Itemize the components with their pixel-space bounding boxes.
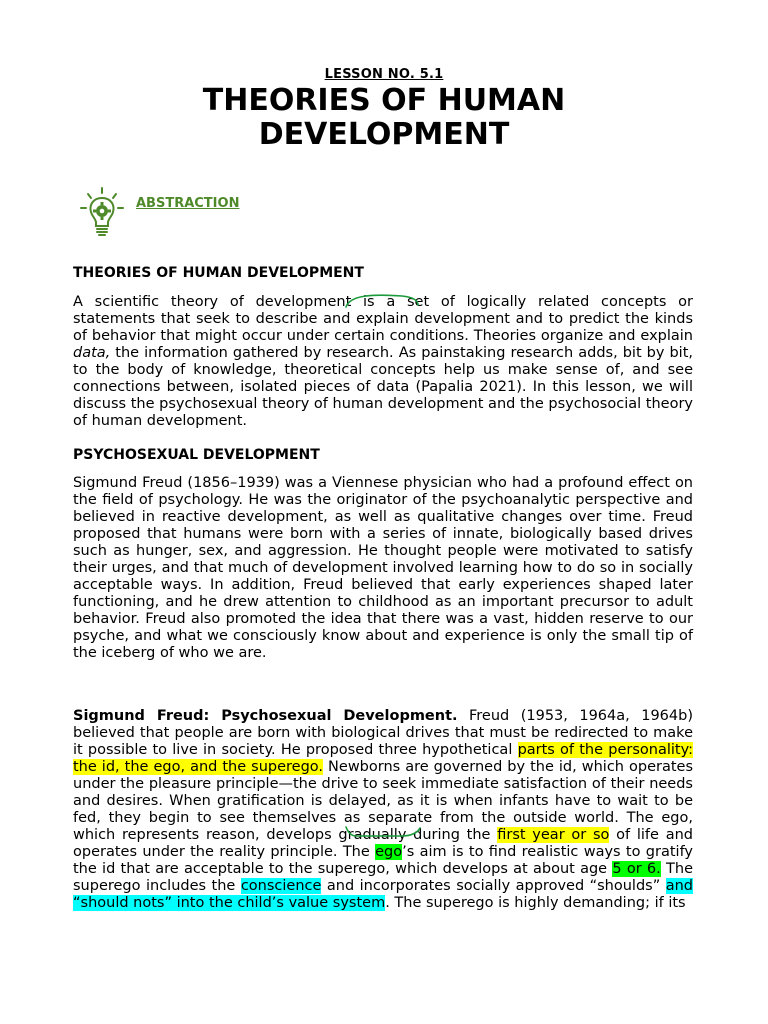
highlight-ego: ego bbox=[375, 844, 403, 860]
section-heading-theories: THEORIES OF HUMAN DEVELOPMENT bbox=[73, 265, 364, 281]
paragraph-text: ’s aim is to find realistic ways to gratify the id that are acceptable to the superego, which develops at about age bbox=[73, 844, 693, 877]
emphasis-data: data, bbox=[73, 345, 111, 361]
paragraph-lead: Sigmund Freud: Psychosexual Development. bbox=[73, 708, 458, 724]
paragraph-text: and incorporates socially approved “shoulds” bbox=[321, 878, 666, 894]
page-title bbox=[0, 84, 768, 152]
paragraph-text: the information gathered by research. As painstaking research adds, bit by bit, to the body of knowledge, theoretical concepts help us make sense of, and see connections between, isolated pieces of data (Papalia 2021). In this lesson, we will discuss the psychosexual theory of human development and the psychosocial theory of human development. bbox=[73, 345, 693, 429]
paragraph-text: The superego includes the bbox=[73, 861, 693, 894]
highlight-first-year: first year or so bbox=[497, 827, 610, 843]
page-title-line-1: THEORIES OF HUMAN bbox=[202, 83, 566, 118]
section-heading-psychosexual: PSYCHOSEXUAL DEVELOPMENT bbox=[73, 447, 320, 463]
highlight-conscience: conscience bbox=[240, 878, 322, 894]
highlight-age: 5 or 6. bbox=[612, 861, 661, 877]
highlight-should-nots: and “should nots” into the child’s value system bbox=[73, 878, 693, 911]
paragraph-freud-psychosexual bbox=[73, 708, 693, 912]
paragraph-text: A scientific theory of development is a set of logically related concepts or statements that seek to describe and explain development and to predict the kinds of behavior that might occur under certain conditions. Theories organize and explain bbox=[73, 294, 693, 344]
paragraph-freud-bio: Sigmund Freud (1856–1939) was a Viennese physician who had a profound effect on the field of psychology. He was the originator of the psychoanalytic perspective and believed in reactive development, as well as qualitative changes over time. Freud proposed that humans were born with a series of innate, biologically based drives such as hunger, sex, and aggression. He thought people were motivated to satisfy their urges, and that much of development involved learning how to do so in socially acceptable ways. In addition, Freud believed that early experiences shaped later functioning, and he drew attention to childhood as an important precursor to adult behavior. Freud also promoted the idea that there was a vast, hidden reserve to our psyche, and what we consciously know about and experience is only the small tip of the iceberg of who we are. bbox=[73, 475, 693, 661]
page-title-line-2: DEVELOPMENT bbox=[258, 117, 510, 152]
paragraph-text: of life and operates under the reality principle. The bbox=[73, 827, 693, 860]
highlight-parts-of-personality: parts of the personality: the id, the ego, and the superego. bbox=[73, 742, 693, 775]
lesson-number: LESSON NO. 5.1 bbox=[324, 67, 444, 82]
paragraph-text: Freud (1953, 1964a, 1964b) believed that people are born with biological drives that must be redirected to make it possible to live in society. He proposed three hypothetical bbox=[73, 708, 693, 758]
abstraction-label: ABSTRACTION bbox=[136, 196, 240, 211]
paragraph-theories bbox=[73, 294, 693, 430]
lightbulb-gear-icon bbox=[78, 186, 126, 238]
paragraph-text: . The superego is highly demanding; if its bbox=[385, 895, 686, 911]
paragraph-text: Newborns are governed by the id, which operates under the pleasure principle—the drive to seek immediate satisfaction of their needs and desires. When gratification is delayed, as it is when infants have to wait to be fed, they begin to see themselves as separate from the outside world. The ego, which represents reason, develops gradually during the bbox=[73, 759, 693, 843]
